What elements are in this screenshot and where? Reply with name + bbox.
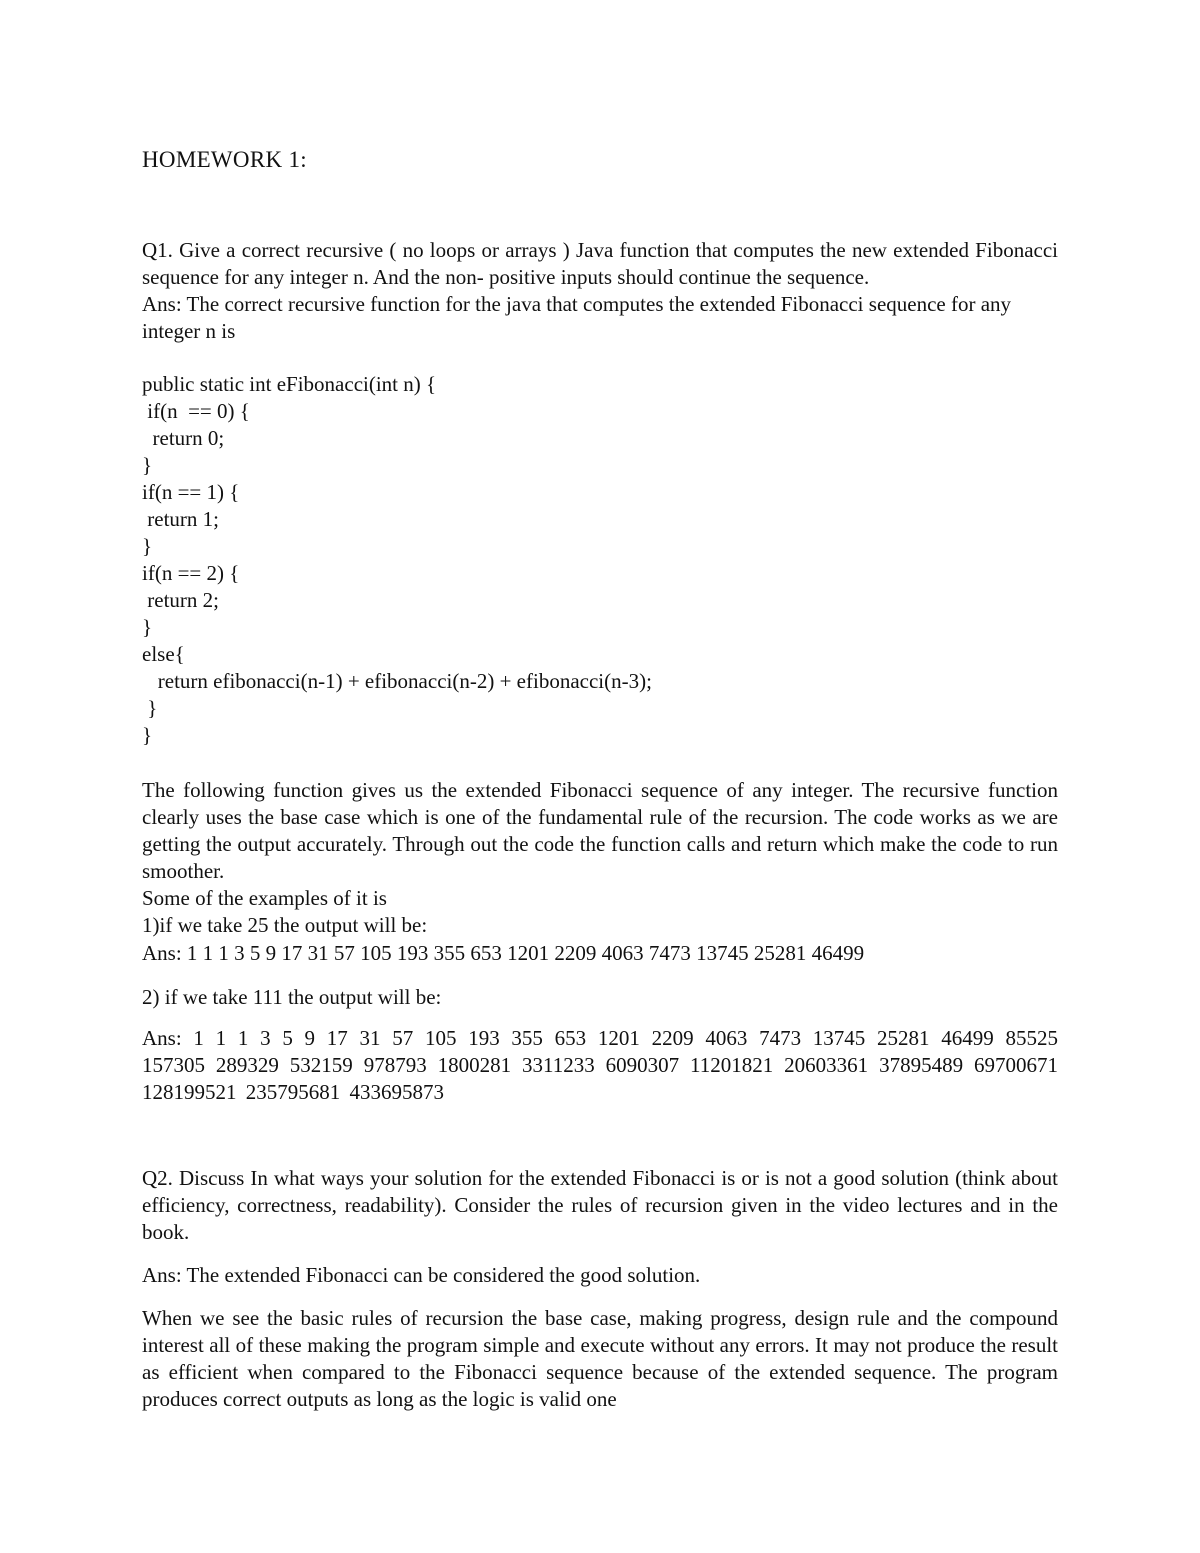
question-2-paragraph: When we see the basic rules of recursion the base case, making progress, design rule and the compound interest all of these making the program simple and execute without any errors. It may not produce the result as efficient when compared to the Fibonacci sequence because of the extended sequence. The program produces correct outputs as long as the logic is valid one (142, 1306, 1058, 1411)
code-line: if(n == 0) { (142, 399, 250, 423)
question-1-answer: Ans: The correct recursive function for the java that computes the extended Fibonacci sequence for any integer n is (142, 292, 1012, 343)
code-line: } (142, 453, 153, 477)
examples-intro: Some of the examples of it is (142, 886, 387, 910)
code-line: return 0; (142, 426, 225, 450)
question-2-text: Q2. Discuss In what ways your solution for the extended Fibonacci is or is not a good solution (think about efficiency, correctness, readability). Consider the rules of recursion given in the video lectures and in the book. (142, 1166, 1058, 1244)
code-line: } (142, 534, 153, 558)
code-line: else{ (142, 642, 185, 666)
page-title: HOMEWORK 1: (142, 147, 307, 172)
example-1-label: 1)if we take 25 the output will be: (142, 913, 428, 937)
example-1-answer: Ans: 1 1 1 3 5 9 17 31 57 105 193 355 653 1201 2209 4063 7473 13745 25281 46499 (142, 941, 865, 965)
example-2-label: 2) if we take 111 the output will be: (142, 985, 442, 1009)
code-block (142, 371, 1058, 749)
explanation-paragraph: The following function gives us the extended Fibonacci sequence of any integer. The recursive function clearly uses the base case which is one of the fundamental rule of the recursion. The code works as we are getting the output accurately. Through out the code the function calls and return which make the code to run smoother. (142, 778, 1058, 883)
code-line: return efibonacci(n-1) + efibonacci(n-2) + efibonacci(n-3); (142, 669, 652, 693)
code-line: return 1; (142, 507, 219, 531)
code-line: public static int eFibonacci(int n) { (142, 372, 437, 396)
code-line: if(n == 1) { (142, 480, 240, 504)
code-line: return 2; (142, 588, 219, 612)
explanation-block (142, 777, 1058, 939)
code-line: } (142, 615, 153, 639)
code-line: } (142, 723, 153, 747)
question-2-answer: Ans: The extended Fibonacci can be considered the good solution. (142, 1263, 701, 1287)
code-line: if(n == 2) { (142, 561, 240, 585)
question-1-block (142, 237, 1058, 345)
code-line: } (142, 696, 158, 720)
question-1-text: Q1. Give a correct recursive ( no loops or arrays ) Java function that computes the new extended Fibonacci sequence for any integer n. And the non- positive inputs should continue the sequence. (142, 238, 1058, 289)
example-2-answer: Ans: 1 1 1 3 5 9 17 31 57 105 193 355 653 1201 2209 4063 7473 13745 25281 46499 85525 157305 289329 532159 978793 1800281 3311233 6090307 11201821 20603361 37895489 69700671 128199521 235795681 433695873 (142, 1026, 1058, 1104)
